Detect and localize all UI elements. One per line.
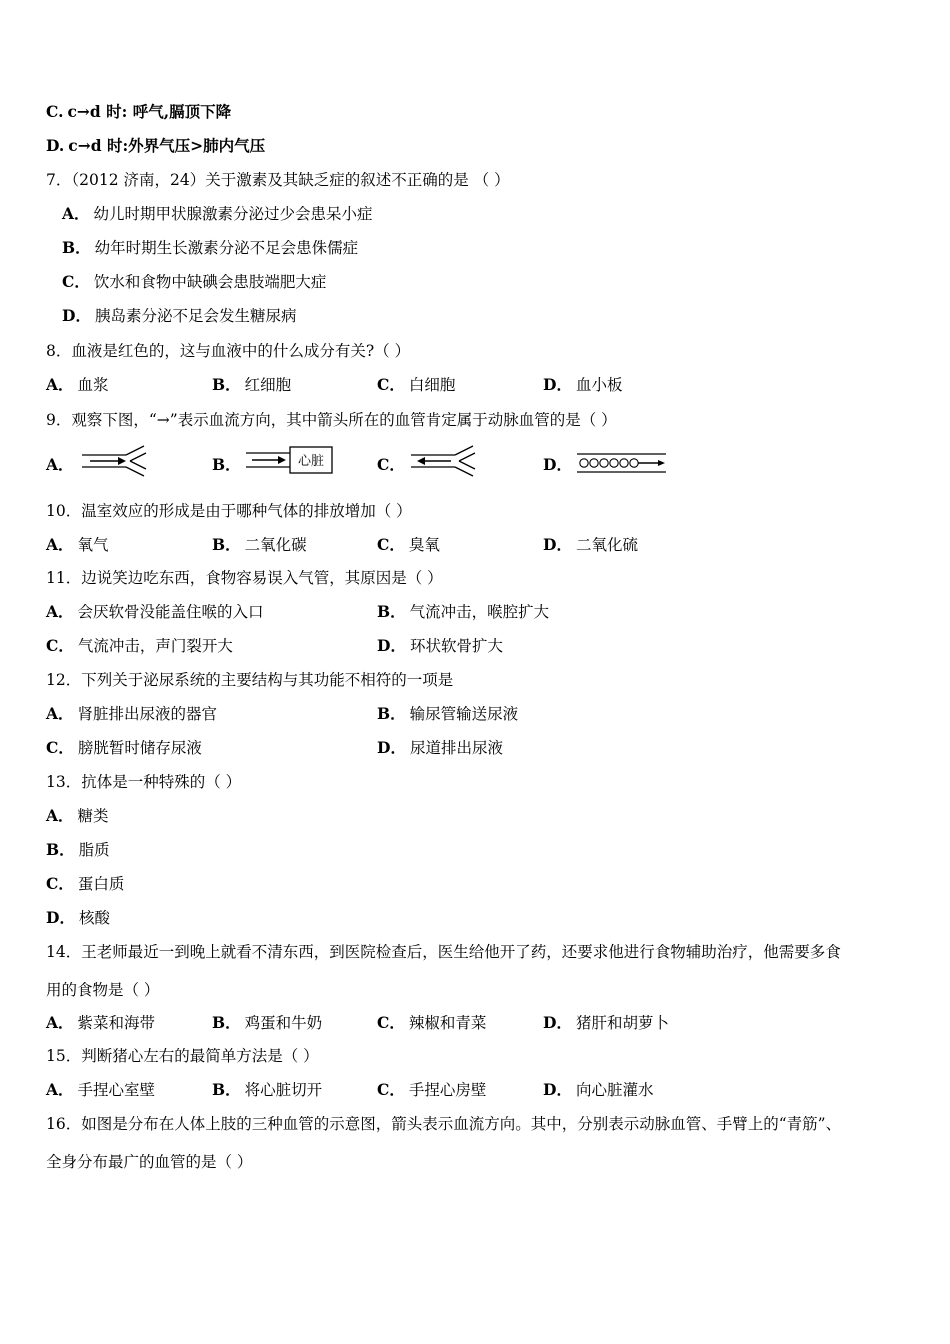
option-text: 红细胞 <box>244 376 292 394</box>
option-label: C． <box>377 375 405 394</box>
option-label: D． <box>377 636 406 655</box>
option-text: 输尿管输送尿液 <box>409 705 519 723</box>
q10-option-b <box>212 535 307 555</box>
vessel-diagram-d <box>574 450 670 476</box>
option-text: 二氧化硫 <box>575 536 638 554</box>
option-label: B． <box>212 375 241 394</box>
q8-option-d <box>543 375 622 395</box>
option-label: D． <box>543 455 572 474</box>
q11-stem: 11．边说笑边吃东西，食物容易误入气管，其原因是（ ） <box>46 569 443 587</box>
option-label: A． <box>62 204 90 223</box>
option-text: 气流冲击，声门裂开大 <box>77 637 233 655</box>
option-label: B． <box>212 1013 241 1032</box>
option-label: A． <box>46 1080 74 1099</box>
option-label: A． <box>46 455 74 474</box>
option-label: D． <box>543 375 572 394</box>
option-text: 核酸 <box>78 909 110 927</box>
heart-label: 心脏 <box>297 454 325 469</box>
q14-option-b <box>212 1013 322 1033</box>
q7-option-a <box>62 204 373 224</box>
option-text: 蛋白质 <box>77 875 125 893</box>
option-label: C． <box>62 272 90 291</box>
option-label: B． <box>377 602 406 621</box>
q8-option-c <box>377 375 455 395</box>
option-text: 环状软骨扩大 <box>409 637 503 655</box>
option-text: 气流冲击，喉腔扩大 <box>409 603 550 621</box>
q12-option-b <box>377 704 518 724</box>
q6-option-d <box>46 136 265 156</box>
option-label: C． <box>377 1013 405 1032</box>
option-text: 脂质 <box>78 841 110 859</box>
q14-stem-line1: 14．王老师最近一到晚上就看不清东西，到医院检查后，医生给他开了药，还要求他进行食物辅助治疗，他需要多食 <box>46 943 841 961</box>
option-text: 辣椒和青菜 <box>408 1014 487 1032</box>
vessel-diagram-c <box>407 444 479 478</box>
option-label: B． <box>212 535 241 554</box>
option-label: A． <box>46 602 74 621</box>
option-label: B． <box>62 238 91 257</box>
option-label: A． <box>46 806 74 825</box>
option-text: 臭氧 <box>408 536 440 554</box>
q7-option-d <box>62 306 296 326</box>
q15-option-b <box>212 1080 322 1100</box>
q12-option-d <box>377 738 503 758</box>
option-text: 鸡蛋和牛奶 <box>244 1014 323 1032</box>
q16-stem-line1: 16．如图是分布在人体上肢的三种血管的示意图，箭头表示血流方向。其中，分别表示动脉血管、手臂上的“青筋”、 <box>46 1115 842 1133</box>
option-text: 白细胞 <box>408 376 456 394</box>
option-label: D． <box>543 1080 572 1099</box>
option-label: D． <box>543 535 572 554</box>
vessel-diagram-a <box>78 444 150 478</box>
q8-stem: 8．血液是红色的，这与血液中的什么成分有关?（ ） <box>46 342 411 360</box>
q10-option-d <box>543 535 638 555</box>
option-label: D． <box>62 306 91 325</box>
option-text: 尿道排出尿液 <box>409 739 503 757</box>
option-label: C． <box>377 455 405 474</box>
option-label: B． <box>212 1080 241 1099</box>
q14-option-c <box>377 1013 486 1033</box>
q7-stem: 7．（2012 济南，24）关于激素及其缺乏症的叙述不正确的是 （ ） <box>46 171 510 189</box>
option-label: C. <box>46 102 64 121</box>
q14-option-a <box>46 1013 155 1033</box>
option-label: B． <box>46 840 75 859</box>
q9-option-c <box>377 455 409 475</box>
q13-option-b <box>46 840 110 860</box>
option-text: 幼年时期生长激素分泌不足会患侏儒症 <box>94 239 359 257</box>
option-text: 氧气 <box>77 536 109 554</box>
q15-option-c <box>377 1080 486 1100</box>
option-text: 手捏心室壁 <box>77 1081 156 1099</box>
option-label: C． <box>377 535 405 554</box>
q10-option-c <box>377 535 440 555</box>
option-text: 膀胱暂时储存尿液 <box>77 739 202 757</box>
vessel-diagram-b <box>244 444 336 478</box>
q14-stem-line2: 用的食物是（ ） <box>46 981 160 999</box>
q12-option-c <box>46 738 202 758</box>
option-label: A． <box>46 375 74 394</box>
q7-option-c <box>62 272 326 292</box>
option-label: A． <box>46 704 74 723</box>
q14-option-d <box>543 1013 669 1033</box>
q8-option-a <box>46 375 109 395</box>
option-label: C． <box>377 1080 405 1099</box>
option-text: c→d 时: 呼气,膈顶下降 <box>67 102 232 121</box>
option-text: 向心脏灌水 <box>575 1081 654 1099</box>
q12-option-a <box>46 704 217 724</box>
q12-stem: 12．下列关于泌尿系统的主要结构与其功能不相符的一项是 <box>46 671 454 689</box>
q9-stem: 9．观察下图，“→”表示血流方向，其中箭头所在的血管肯定属于动脉血管的是（ ） <box>46 411 617 429</box>
option-text: 会厌软骨没能盖住喉的入口 <box>77 603 264 621</box>
option-text: 糖类 <box>77 807 109 825</box>
option-text: 血浆 <box>77 376 109 394</box>
option-label: C． <box>46 636 74 655</box>
option-label: A． <box>46 1013 74 1032</box>
option-text: c→d 时:外界气压>肺内气压 <box>68 136 266 155</box>
option-text: 饮水和食物中缺碘会患肢端肥大症 <box>93 273 327 291</box>
q15-stem: 15．判断猪心左右的最简单方法是（ ） <box>46 1047 319 1065</box>
q15-option-d <box>543 1080 653 1100</box>
option-label: B． <box>377 704 406 723</box>
q9-option-d <box>543 455 576 475</box>
q9-option-b <box>212 455 245 475</box>
option-text: 胰岛素分泌不足会发生糖尿病 <box>94 307 297 325</box>
q11-option-c <box>46 636 233 656</box>
option-text: 血小板 <box>575 376 623 394</box>
q15-option-a <box>46 1080 155 1100</box>
q6-option-c <box>46 102 231 122</box>
option-text: 猪肝和胡萝卜 <box>575 1014 669 1032</box>
q13-option-a <box>46 806 109 826</box>
option-text: 紫菜和海带 <box>77 1014 156 1032</box>
q7-option-b <box>62 238 358 258</box>
q9-option-a <box>46 455 78 475</box>
q16-stem-line2: 全身分布最广的血管的是（ ） <box>46 1153 253 1171</box>
q11-option-d <box>377 636 503 656</box>
q13-stem: 13．抗体是一种特殊的（ ） <box>46 773 242 791</box>
option-label: D. <box>46 136 65 155</box>
option-label: C． <box>46 874 74 893</box>
option-text: 手捏心房壁 <box>408 1081 487 1099</box>
q11-option-a <box>46 602 264 622</box>
option-label: B． <box>212 455 241 474</box>
option-text: 二氧化碳 <box>244 536 307 554</box>
q8-option-b <box>212 375 291 395</box>
q10-option-a <box>46 535 109 555</box>
option-text: 肾脏排出尿液的器官 <box>77 705 218 723</box>
option-text: 幼儿时期甲状腺激素分泌过少会患呆小症 <box>93 205 373 223</box>
option-text: 将心脏切开 <box>244 1081 323 1099</box>
option-label: A． <box>46 535 74 554</box>
option-label: C． <box>46 738 74 757</box>
q13-option-c <box>46 874 124 894</box>
q13-option-d <box>46 908 110 928</box>
option-label: D． <box>46 908 75 927</box>
option-label: D． <box>377 738 406 757</box>
q11-option-b <box>377 602 549 622</box>
option-label: D． <box>543 1013 572 1032</box>
q10-stem: 10．温室效应的形成是由于哪种气体的排放增加（ ） <box>46 502 412 520</box>
